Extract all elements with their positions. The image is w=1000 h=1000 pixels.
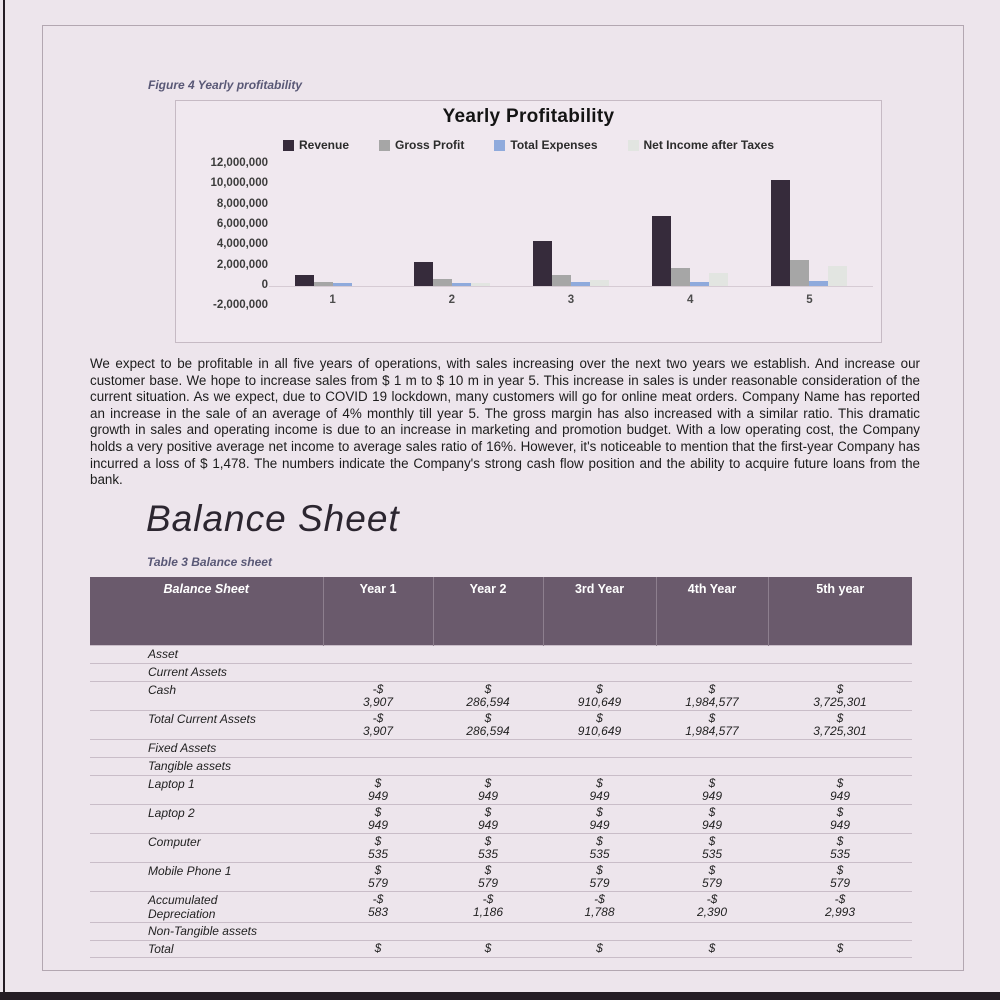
currency-symbol: -$: [482, 892, 494, 906]
row-label-cell: [90, 646, 323, 664]
bar-net-income-after-taxes: [828, 266, 847, 286]
value-cell: [433, 863, 543, 892]
amount-value: 535: [367, 847, 389, 861]
value-cell: [543, 758, 656, 776]
value-cell: [656, 646, 768, 664]
plot-area: [273, 164, 869, 307]
bar-gross-profit: [790, 260, 809, 286]
row-label-cell: [90, 776, 323, 805]
value-cell: [433, 776, 543, 805]
bar-total-expenses: [452, 283, 471, 286]
row-label-cell: [90, 892, 323, 923]
row-label-cell: [90, 863, 323, 892]
currency-symbol: $: [374, 776, 382, 790]
bar-gross-profit: [433, 279, 452, 286]
value-cell: [768, 740, 912, 758]
table-body: [90, 646, 912, 958]
table-row: [90, 892, 912, 923]
value-cell: [768, 834, 912, 863]
bar-net-income-after-taxes: [709, 273, 728, 286]
value-cell: [768, 664, 912, 682]
value-cell: [433, 758, 543, 776]
table-row: [90, 776, 912, 805]
value-cell: [323, 863, 433, 892]
y-axis-tick-label: 10,000,000: [210, 177, 268, 190]
y-axis-tick-label: 8,000,000: [216, 197, 268, 210]
amount-value: 910,649: [577, 724, 622, 738]
bar-group: [285, 275, 381, 286]
amount-value: 3,907: [362, 724, 394, 738]
row-label: Total Current Assets: [148, 712, 256, 726]
amount-value: 949: [477, 789, 499, 803]
table-header-cell: Year 2: [433, 577, 543, 646]
value-cell: [323, 740, 433, 758]
row-label: Mobile Phone 1: [148, 864, 232, 878]
value-cell: [768, 941, 912, 958]
currency-symbol: $: [484, 711, 492, 725]
currency-symbol: $: [374, 863, 382, 877]
chart-legend: [176, 138, 881, 152]
value-cell: [768, 758, 912, 776]
bar-group: [642, 216, 738, 286]
currency-symbol: $: [836, 863, 844, 877]
amount-value: 535: [701, 847, 723, 861]
table-header-cell: 5th year: [768, 577, 912, 646]
yearly-profitability-chart: [175, 100, 882, 343]
legend-label: Revenue: [298, 138, 350, 152]
value-cell: [656, 740, 768, 758]
value-cell: [768, 923, 912, 941]
table-caption: Table 3 Balance sheet: [147, 555, 272, 569]
amount-value: 1,186: [472, 905, 504, 919]
amount-value: 2,390: [696, 905, 728, 919]
row-label-cell: [90, 834, 323, 863]
value-cell: [433, 740, 543, 758]
row-label-cell: [90, 711, 323, 740]
bar-total-expenses: [333, 283, 352, 286]
currency-symbol: $: [708, 834, 716, 848]
row-label: Laptop 2: [148, 806, 195, 820]
value-cell: [543, 805, 656, 834]
currency-symbol: $: [708, 863, 716, 877]
currency-symbol: $: [484, 805, 492, 819]
value-cell: [656, 923, 768, 941]
bar-group: [404, 262, 500, 286]
table-row: [90, 805, 912, 834]
value-cell: [768, 892, 912, 923]
amount-value: 579: [477, 876, 499, 890]
row-label: Non-Tangible assets: [148, 924, 257, 938]
row-label-cell: [90, 941, 323, 958]
currency-symbol: -$: [594, 892, 605, 906]
amount-value: 286,594: [466, 695, 510, 709]
page-bottom-edge-line: [0, 992, 1000, 1000]
legend-swatch-icon: [379, 140, 390, 151]
amount-value: 949: [589, 789, 610, 803]
legend-swatch-icon: [494, 140, 505, 151]
bar-group: [761, 180, 857, 286]
currency-symbol: $: [374, 941, 382, 955]
amount-value: 535: [829, 847, 851, 861]
value-cell: [433, 646, 543, 664]
value-cell: [768, 805, 912, 834]
amount-value: 949: [367, 789, 389, 803]
value-cell: [323, 892, 433, 923]
value-cell: [323, 711, 433, 740]
currency-symbol: $: [836, 682, 844, 696]
value-cell: [543, 740, 656, 758]
balance-sheet-table: [90, 577, 912, 958]
row-label: Computer: [148, 835, 201, 849]
legend-label: Net Income after Taxes: [643, 138, 775, 152]
value-cell: [768, 863, 912, 892]
value-cell: [656, 682, 768, 711]
row-label: Tangible assets: [148, 759, 231, 773]
table-row: [90, 834, 912, 863]
bar-total-expenses: [690, 282, 709, 286]
y-axis-tick-label: -2,000,000: [213, 299, 268, 312]
amount-value: 579: [701, 876, 723, 890]
currency-symbol: $: [484, 776, 492, 790]
bar-gross-profit: [552, 275, 571, 286]
value-cell: [543, 863, 656, 892]
legend-item: [494, 138, 597, 152]
currency-symbol: $: [708, 711, 716, 725]
legend-label: Total Expenses: [510, 138, 598, 152]
amount-value: 579: [829, 876, 851, 890]
value-cell: [323, 776, 433, 805]
row-label: Laptop 1: [148, 777, 195, 791]
currency-symbol: $: [484, 682, 492, 696]
table-header-row: [90, 577, 912, 646]
legend-item: [628, 138, 775, 152]
value-cell: [433, 941, 543, 958]
value-cell: [543, 711, 656, 740]
currency-symbol: $: [708, 776, 716, 790]
amount-value: 286,594: [466, 724, 510, 738]
row-label: Current Assets: [148, 665, 227, 679]
amount-value: 579: [589, 876, 610, 890]
table-header-cell: Year 1: [323, 577, 433, 646]
value-cell: [433, 682, 543, 711]
legend-item: [283, 138, 349, 152]
row-label-cell: [90, 805, 323, 834]
value-cell: [323, 646, 433, 664]
value-cell: [433, 892, 543, 923]
value-cell: [543, 941, 656, 958]
y-axis-tick-label: 12,000,000: [210, 157, 268, 169]
value-cell: [323, 834, 433, 863]
currency-symbol: $: [596, 863, 603, 877]
currency-symbol: $: [596, 776, 603, 790]
value-cell: [656, 711, 768, 740]
value-cell: [656, 863, 768, 892]
currency-symbol: $: [596, 834, 603, 848]
currency-symbol: -$: [706, 892, 718, 906]
currency-symbol: -$: [372, 682, 384, 696]
bar-revenue: [652, 216, 671, 286]
value-cell: [656, 758, 768, 776]
page-left-edge-line: [3, 0, 5, 993]
value-cell: [543, 892, 656, 923]
row-label-cell: [90, 664, 323, 682]
bar-net-income-after-taxes: [471, 283, 490, 286]
table-row: [90, 863, 912, 892]
currency-symbol: -$: [372, 892, 384, 906]
x-axis-category-label: 4: [686, 294, 694, 306]
value-cell: [656, 664, 768, 682]
value-cell: [433, 834, 543, 863]
currency-symbol: -$: [834, 892, 846, 906]
table-header-cell: 3rd Year: [543, 577, 656, 646]
value-cell: [323, 682, 433, 711]
row-label: Accumulated Depreciation: [148, 893, 218, 921]
amount-value: 535: [589, 847, 610, 861]
zero-axis-line: [269, 286, 873, 287]
amount-value: 910,649: [577, 695, 622, 709]
profitability-paragraph: We expect to be profitable in all five years of operations, with sales increasing over the next two years we establish. And increase our customer base. We hope to increase sales from $ 1 m to $ 10 m in year 5. This increase in sales is under reasonable consideration of the current situation. As we expect, due to COVID 19 lockdown, many customers will go for online meat orders. Company Name has reported an increase in the sale of an average of 4% monthly till year 5. The gross margin has also increased with a similar ratio. This dramatic growth in sales and operating income is due to an increase in marketing and promotion budget. With a low operating cost, the Company holds a very positive average net income to average sales ratio of 16%. However, it's noticeable to mention that the first-year Company has incurred a loss of $ 1,478. The numbers indicate the Company's strong cash flow position and the ability to acquire future loans from the bank.: [90, 356, 920, 488]
amount-value: 3,907: [362, 695, 394, 709]
legend-label: Gross Profit: [395, 138, 465, 152]
amount-value: 949: [701, 818, 723, 832]
value-cell: [543, 646, 656, 664]
currency-symbol: $: [596, 711, 603, 725]
table-row: [90, 711, 912, 740]
value-cell: [656, 892, 768, 923]
amount-value: 1,788: [584, 905, 615, 919]
table-row: [90, 664, 912, 682]
table-row: [90, 923, 912, 941]
value-cell: [323, 664, 433, 682]
amount-value: 3,725,301: [813, 724, 867, 738]
value-cell: [543, 682, 656, 711]
x-axis-category-label: 1: [329, 294, 336, 306]
currency-symbol: $: [836, 711, 844, 725]
value-cell: [768, 776, 912, 805]
table-row: [90, 646, 912, 664]
x-axis-category-label: 5: [806, 294, 813, 306]
y-axis-tick-label: 2,000,000: [216, 258, 268, 271]
bar-total-expenses: [809, 281, 828, 286]
currency-symbol: -$: [372, 711, 384, 725]
amount-value: 949: [829, 818, 851, 832]
value-cell: [656, 834, 768, 863]
value-cell: [323, 941, 433, 958]
amount-value: 949: [589, 818, 610, 832]
bar-revenue: [414, 262, 433, 286]
value-cell: [543, 664, 656, 682]
balance-sheet-heading: Balance Sheet: [146, 498, 400, 539]
bar-total-expenses: [571, 282, 590, 286]
value-cell: [768, 711, 912, 740]
bar-revenue: [533, 241, 552, 286]
bar-revenue: [295, 275, 314, 286]
amount-value: 949: [829, 789, 851, 803]
y-axis-tick-label: 4,000,000: [216, 238, 268, 251]
currency-symbol: $: [708, 805, 716, 819]
legend-swatch-icon: [283, 140, 294, 151]
table-header-cell: Balance Sheet: [90, 577, 323, 646]
value-cell: [656, 805, 768, 834]
currency-symbol: $: [374, 805, 382, 819]
row-label: Cash: [148, 683, 177, 697]
currency-symbol: $: [836, 776, 844, 790]
value-cell: [656, 776, 768, 805]
currency-symbol: $: [708, 682, 716, 696]
currency-symbol: $: [596, 941, 603, 955]
currency-symbol: $: [836, 805, 844, 819]
value-cell: [543, 834, 656, 863]
row-label-cell: [90, 923, 323, 941]
x-axis-category-label: 3: [567, 294, 575, 306]
table-row: [90, 758, 912, 776]
legend-swatch-icon: [628, 140, 639, 151]
x-axis-category-label: 2: [448, 294, 455, 306]
table-header-cell: 4th Year: [656, 577, 768, 646]
amount-value: 949: [367, 818, 389, 832]
table-row: [90, 941, 912, 958]
amount-value: 579: [367, 876, 389, 890]
y-axis-tick-label: 0: [261, 278, 268, 291]
currency-symbol: $: [484, 863, 492, 877]
value-cell: [323, 805, 433, 834]
amount-value: 949: [477, 818, 499, 832]
value-cell: [433, 664, 543, 682]
amount-value: 3,725,301: [813, 695, 867, 709]
currency-symbol: $: [484, 834, 492, 848]
value-cell: [656, 941, 768, 958]
bar-group: [523, 241, 619, 286]
chart-title: Yearly Profitability: [442, 106, 615, 127]
currency-symbol: $: [836, 834, 844, 848]
currency-symbol: $: [596, 805, 603, 819]
value-cell: [433, 711, 543, 740]
amount-value: 1,984,577: [685, 695, 739, 709]
bar-revenue: [771, 180, 790, 286]
value-cell: [543, 776, 656, 805]
row-label-cell: [90, 682, 323, 711]
value-cell: [433, 805, 543, 834]
legend-item: [379, 138, 464, 152]
currency-symbol: $: [484, 941, 492, 955]
y-axis-tick-label: 6,000,000: [216, 217, 268, 230]
bar-gross-profit: [671, 268, 690, 286]
row-label-cell: [90, 758, 323, 776]
currency-symbol: $: [374, 834, 382, 848]
currency-symbol: $: [708, 941, 716, 955]
bar-gross-profit: [314, 282, 333, 286]
row-label: Fixed Assets: [148, 741, 217, 755]
value-cell: [323, 923, 433, 941]
currency-symbol: $: [596, 682, 603, 696]
table-row: [90, 682, 912, 711]
value-cell: [433, 923, 543, 941]
amount-value: 2,993: [824, 905, 856, 919]
amount-value: 949: [701, 789, 723, 803]
amount-value: 1,984,577: [685, 724, 739, 738]
currency-symbol: $: [836, 941, 844, 955]
amount-value: 583: [367, 905, 389, 919]
amount-value: 535: [477, 847, 499, 861]
row-label: Asset: [148, 647, 179, 661]
row-label: Total: [148, 942, 174, 956]
row-label-cell: [90, 740, 323, 758]
bar-net-income-after-taxes: [590, 280, 609, 286]
figure-caption: Figure 4 Yearly profitability: [148, 78, 303, 92]
value-cell: [543, 923, 656, 941]
value-cell: [768, 646, 912, 664]
value-cell: [768, 682, 912, 711]
table-row: [90, 740, 912, 758]
value-cell: [323, 758, 433, 776]
